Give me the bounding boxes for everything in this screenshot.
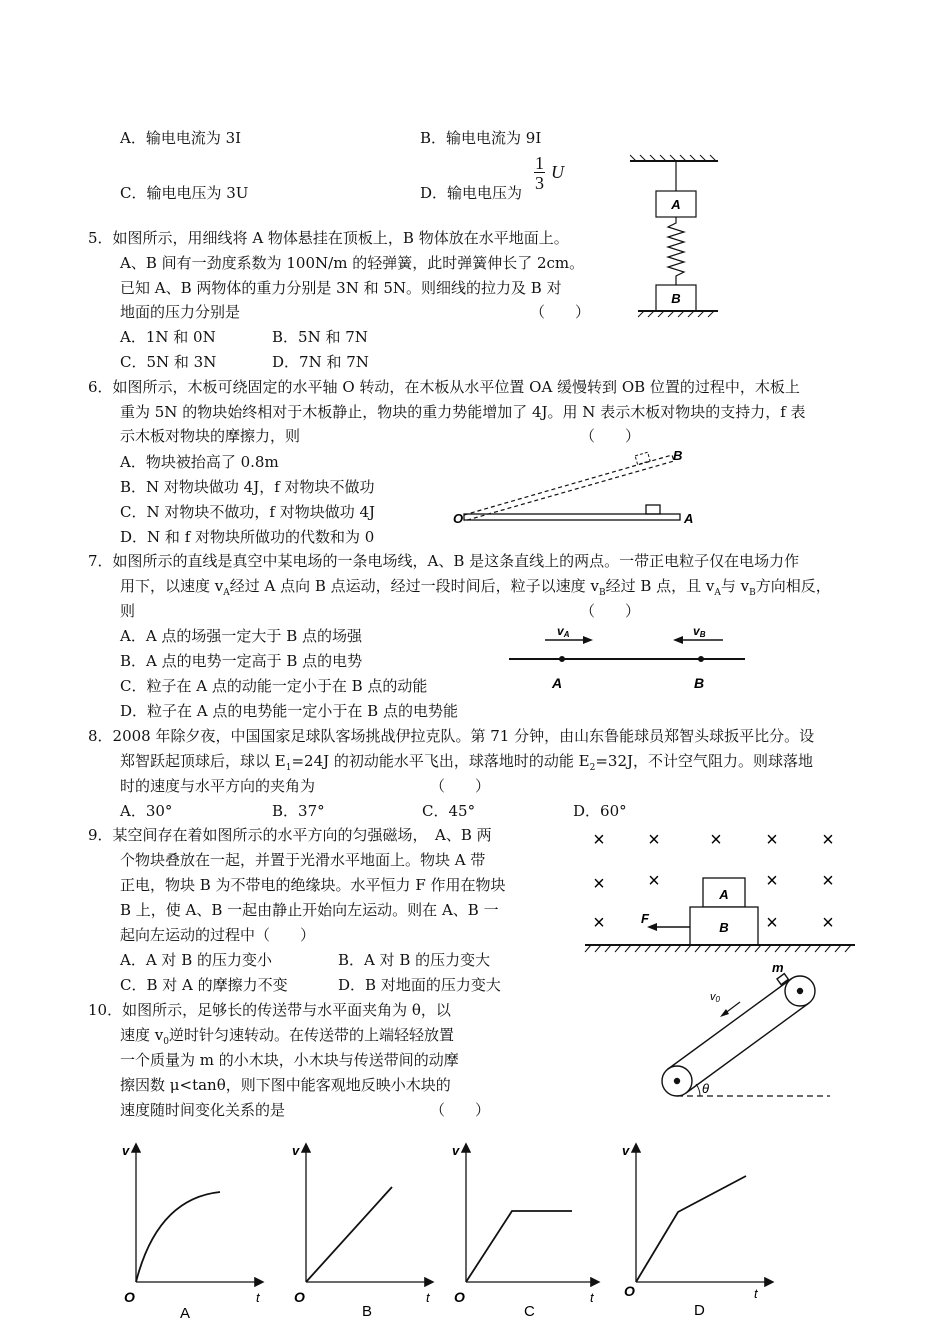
q9-magnetic-field-cross: × — [593, 873, 605, 895]
q9-magnetic-field-cross: × — [593, 829, 605, 851]
q9-magnetic-field-cross: × — [766, 912, 778, 934]
q10-figure — [650, 960, 880, 1100]
q6-label-a: A — [684, 511, 694, 526]
q9-line-4: B 上，使 A、B 一起由静止开始向左运动。则在 A、B 一 — [120, 901, 499, 919]
q8-option-d: D．60° — [573, 802, 627, 820]
q9-option-a: A．A 对 B 的压力变小 — [120, 951, 272, 969]
q7-label-va: vA — [557, 624, 570, 639]
vt-graphs — [110, 1135, 930, 1325]
q7-line-2b: 经过 A 点向 B 点运动，经过一段时间后，粒子以速度 v — [229, 577, 599, 595]
q10-line-2b: 逆时针匀速转动。在传送带的上端轻轻放置 — [168, 1026, 454, 1044]
q6-label-o: O — [453, 511, 464, 526]
q9-magnetic-field-cross: × — [593, 912, 605, 934]
q6-line-3: 示木板对物块的摩擦力，则 — [120, 427, 301, 445]
graph-d-caption: D — [694, 1302, 705, 1319]
q5-option-b: B．5N 和 7N — [272, 328, 368, 346]
q7-line-3: 则 — [120, 602, 136, 620]
q9-figure — [585, 825, 855, 955]
graph-c-axis-t: t — [590, 1290, 594, 1305]
q6-answer-paren: （ ） — [580, 427, 641, 445]
graph-a — [122, 1143, 262, 1322]
q7-answer-paren: （ ） — [580, 602, 641, 620]
q6-line-1: 6．如图所示，木板可绕固定的水平轴 O 转动，在木板从水平位置 OA 缓慢转到 OB 位置的过程中，木板上 — [88, 378, 800, 396]
q9-magnetic-field-cross: × — [766, 870, 778, 892]
graph-d — [622, 1143, 772, 1319]
q8-answer-paren: （ ） — [430, 777, 491, 795]
q10-line-4: 擦因数 μ<tanθ，则下图中能客观地反映小木块的 — [120, 1076, 451, 1094]
q10-label-v0: v0 — [710, 991, 720, 1004]
graph-c-origin: O — [454, 1289, 465, 1305]
graph-a-caption: A — [180, 1305, 191, 1322]
q5-option-d: D．7N 和 7N — [272, 353, 369, 371]
q9-magnetic-field-cross: × — [710, 829, 722, 851]
q7-option-c: C．粒子在 A 点的动能一定小于在 B 点的动能 — [120, 677, 428, 695]
graph-c — [452, 1143, 598, 1320]
q7-option-b: B．A 点的电势一定高于 B 点的电势 — [120, 652, 363, 670]
q8-line-1: 8．2008 年除夕夜，中国国家足球队客场挑战伊拉克队。第 71 分钟，由山东鲁能球员郑智头球扳平比分。设 — [88, 727, 815, 745]
q7-line-2 — [120, 575, 831, 604]
graph-b — [292, 1143, 432, 1320]
q5-label-b: B — [671, 291, 681, 306]
q7-line-2a: 用下，以速度 v — [120, 577, 224, 595]
q9-label-a: A — [719, 887, 729, 902]
q4-fraction — [534, 154, 545, 193]
graph-a-origin: O — [124, 1289, 135, 1305]
q8-line-2a: 郑智跃起顶球后，球以 E — [120, 752, 286, 770]
q5-line-4: 地面的压力分别是 — [120, 303, 241, 321]
graph-d-line — [636, 1176, 746, 1282]
q10-line-1: 10．如图所示，足够长的传送带与水平面夹角为 θ，以 — [88, 1001, 451, 1019]
q4-option-b: B．输电电流为 9I — [420, 129, 542, 147]
graph-b-axis-v: v — [292, 1143, 300, 1158]
q9-magnetic-field-cross: × — [822, 870, 834, 892]
q7-label-a: A — [552, 675, 563, 691]
q8-sub-2: 2 — [589, 763, 596, 773]
q6-line-2: 重为 5N 的物块始终相对于木板静止，物块的重力势能增加了 4J。用 N 表示木板对物块的支持力，f 表 — [120, 403, 806, 421]
q6-figure — [450, 445, 700, 525]
q9-line-1: 9．某空间存在着如图所示的水平方向的匀强磁场， A、B 两 — [88, 826, 492, 844]
graph-b-line — [306, 1187, 392, 1282]
q9-label-f: F — [641, 911, 649, 926]
q8-line-2c: =32J，不计空气阻力。则球落地 — [595, 752, 814, 770]
graph-b-axis-t: t — [426, 1290, 430, 1305]
graph-a-curve — [136, 1192, 220, 1282]
q8-line-2b: =24J 的初动能水平飞出，球落地时的动能 E — [291, 752, 590, 770]
q5-answer-paren: （ ） — [530, 303, 591, 321]
q7-line-1: 7．如图所示的直线是真空中某电场的一条电场线，A、B 是这条直线上的两点。一带正电粒子仅在电场力作 — [88, 552, 800, 570]
graph-b-caption: B — [362, 1303, 373, 1320]
q8-sub-1: 1 — [285, 763, 292, 773]
q5-line-2: A、B 间有一劲度系数为 100N/m 的轻弹簧，此时弹簧伸长了 2cm。 — [120, 254, 585, 272]
q4-fraction-denominator: 3 — [535, 173, 544, 193]
q7-sub-b2: B — [749, 588, 756, 598]
q9-option-d: D．B 对地面的压力变大 — [338, 976, 501, 994]
q6-option-c: C．N 对物块不做功，f 对物块做功 4J — [120, 503, 376, 521]
q8-option-b: B．37° — [272, 802, 325, 820]
q7-line-2c: 经过 B 点，且 v — [605, 577, 715, 595]
q9-line-3: 正电，物块 B 为不带电的绝缘块。水平恒力 F 作用在物块 — [120, 876, 506, 894]
q6-label-b: B — [673, 448, 683, 463]
q7-sub-a1: A — [223, 588, 230, 598]
q10-label-m: m — [772, 960, 784, 975]
q10-answer-paren: （ ） — [430, 1101, 491, 1119]
graph-d-axis-t: t — [754, 1286, 758, 1301]
q9-magnetic-field-cross: × — [648, 870, 660, 892]
graph-d-origin: O — [624, 1283, 635, 1299]
q4-option-c: C．输电电压为 3U — [120, 184, 249, 202]
q7-option-a: A．A 点的场强一定大于 B 点的场强 — [120, 627, 362, 645]
graph-d-axis-v: v — [622, 1143, 630, 1158]
q9-magnetic-field-cross: × — [822, 829, 834, 851]
q4-option-a: A．输电电流为 3I — [120, 129, 242, 147]
q10-line-2a: 速度 v — [120, 1026, 164, 1044]
graph-c-axis-v: v — [452, 1143, 460, 1158]
graph-b-origin: O — [294, 1289, 305, 1305]
q9-option-b: B．A 对 B 的压力变大 — [338, 951, 491, 969]
q5-option-a: A．1N 和 0N — [120, 328, 216, 346]
q9-magnetic-field-cross: × — [766, 829, 778, 851]
q9-label-b: B — [719, 920, 729, 935]
q6-option-a: A．物块被抬高了 0.8m — [120, 453, 279, 471]
q7-option-d: D．粒子在 A 点的电势能一定小于在 B 点的电势能 — [120, 702, 458, 720]
graph-c-line — [466, 1211, 572, 1282]
q9-option-c: C．B 对 A 的摩擦力不变 — [120, 976, 288, 994]
q10-label-theta: θ — [702, 1081, 710, 1096]
q7-sub-b1: B — [598, 588, 606, 598]
q5-line-1: 5．如图所示，用细线将 A 物体悬挂在顶板上，B 物体放在水平地面上。 — [88, 229, 569, 247]
q7-line-2d: 与 v — [720, 577, 750, 595]
graph-a-axis-v: v — [122, 1143, 130, 1158]
q8-option-c: C．45° — [422, 802, 476, 820]
q4-fraction-numerator: 1 — [535, 153, 544, 173]
q4-option-d: D．输电电压为 — [420, 184, 523, 202]
q5-option-c: C．5N 和 3N — [120, 353, 217, 371]
q9-line-2: 个物块叠放在一起，并置于光滑水平地面上。物块 A 带 — [120, 851, 486, 869]
graph-c-caption: C — [524, 1303, 535, 1320]
q8-option-a: A．30° — [120, 802, 173, 820]
q5-figure — [628, 155, 728, 315]
q9-magnetic-field-cross: × — [648, 829, 660, 851]
q7-label-vb: vB — [693, 624, 706, 639]
q7-figure — [505, 620, 755, 695]
q10-line-5: 速度随时间变化关系的是 — [120, 1101, 286, 1119]
q6-option-b: B．N 对物块做功 4J，f 对物块不做功 — [120, 478, 375, 496]
q5-line-3: 已知 A、B 两物体的重力分别是 3N 和 5N。则细线的拉力及 B 对 — [120, 279, 562, 297]
q7-label-b: B — [694, 675, 705, 691]
q9-line-5: 起向左运动的过程中（ ） — [120, 926, 316, 944]
q9-magnetic-field-cross: × — [822, 912, 834, 934]
q8-line-3: 时的速度与水平方向的夹角为 — [120, 777, 316, 795]
q7-line-2e: 方向相反， — [755, 577, 831, 595]
q7-sub-a2: A — [714, 588, 721, 598]
q4-fraction-variable: U — [551, 162, 564, 182]
q5-label-a: A — [671, 197, 681, 212]
q10-sub-0: 0 — [163, 1037, 169, 1047]
graph-a-axis-t: t — [256, 1290, 260, 1305]
q10-line-3: 一个质量为 m 的小木块，小木块与传送带间的动摩 — [120, 1051, 459, 1069]
q6-option-d: D．N 和 f 对物块所做功的代数和为 0 — [120, 528, 375, 546]
